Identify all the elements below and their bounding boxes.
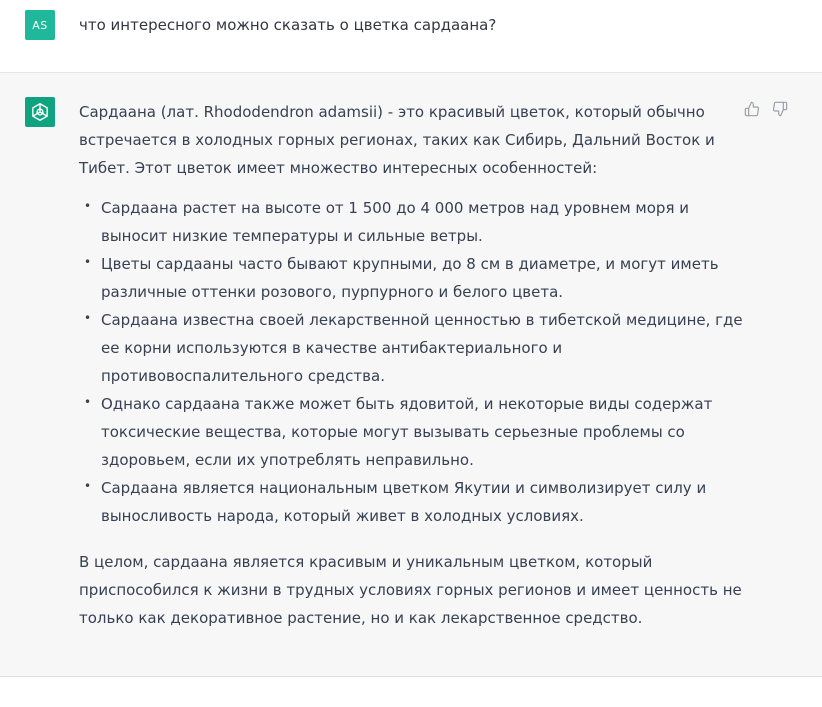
bullet-icon: • <box>84 255 92 269</box>
user-avatar-initials: AS <box>32 18 48 32</box>
list-item-text: Сардаана является национальным цветком Якутии и символизирует силу и выносливость народа, который живет в холодных условиях. <box>101 479 707 525</box>
answer-bullet-list <box>79 194 759 530</box>
assistant-message-row <box>0 73 822 676</box>
user-message-row <box>0 0 822 72</box>
list-item-text: Цветы сардааны часто бывают крупными, до 8 см в диаметре, и могут иметь различные оттенки розового, пурпурного и белого цвета. <box>101 255 719 301</box>
user-avatar <box>25 10 55 40</box>
list-item <box>79 250 759 306</box>
list-item-text: Однако сардаана также может быть ядовитой, и некоторые виды содержат токсические вещества, которые могут вызывать серьезные проблемы со здоровьем, если их употреблять неправильно. <box>101 395 713 469</box>
assistant-avatar <box>25 97 55 127</box>
list-item-text: Сардаана известна своей лекарственной ценностью в тибетской медицине, где ее корни используются в качестве антибактериального и противовоспалительного средства. <box>101 311 743 385</box>
list-item <box>79 474 759 530</box>
list-item <box>79 390 759 474</box>
user-message-text: что интересного можно сказать о цветка сардаана? <box>79 16 497 34</box>
footer-area <box>0 677 822 707</box>
thumbs-down-icon <box>772 101 788 117</box>
bullet-icon: • <box>84 479 92 493</box>
assistant-message-text <box>79 98 759 632</box>
bullet-icon: • <box>84 395 92 409</box>
bullet-icon: • <box>84 311 92 325</box>
bullet-icon: • <box>84 199 92 213</box>
openai-logo-icon <box>29 101 51 123</box>
answer-intro: Сардаана (лат. Rhododendron adamsii) - это красивый цветок, который обычно встречается в холодных горных регионах, таких как Сибирь, Дальний Восток и Тибет. Этот цветок имеет множество интересных особенностей: <box>79 103 715 177</box>
list-item <box>79 306 759 390</box>
list-item <box>79 194 759 250</box>
thumbs-down-button[interactable] <box>771 100 789 118</box>
answer-conclusion: В целом, сардаана является красивым и уникальным цветком, который приспособился к жизни в трудных условиях горных регионов и имеет ценность не только как декоративное растение, но и как лекарственное средство. <box>79 553 742 627</box>
list-item-text: Сардаана растет на высоте от 1 500 до 4 000 метров над уровнем моря и выносит низкие температуры и сильные ветры. <box>101 199 689 245</box>
